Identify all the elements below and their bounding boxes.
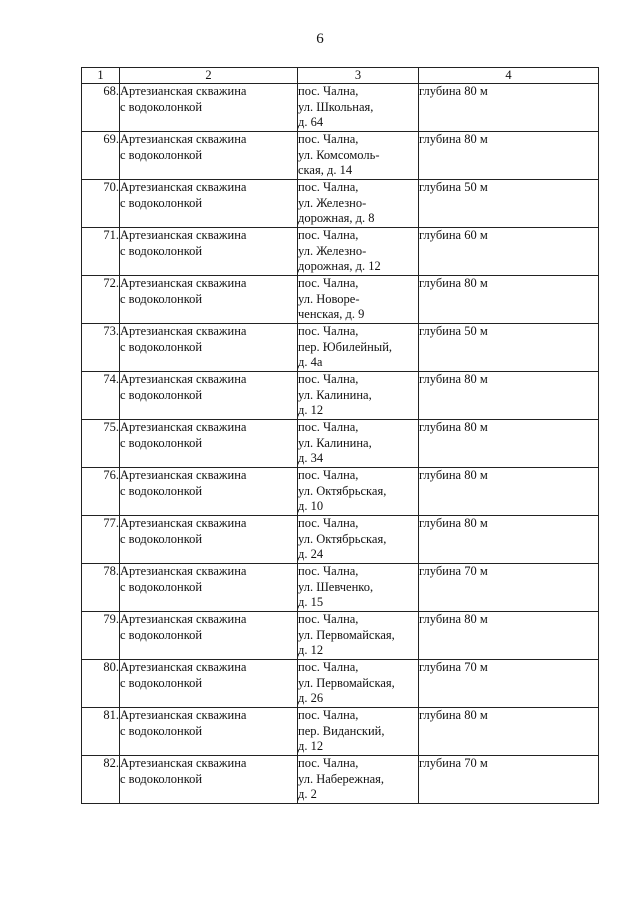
characteristic-cell: глубина 80 м xyxy=(419,372,599,420)
object-name-line: с водоколонкой xyxy=(120,483,203,498)
table-row xyxy=(82,756,599,804)
object-name-cell xyxy=(120,372,298,420)
object-name-cell xyxy=(120,756,298,804)
address-line: пос. Чална, xyxy=(298,660,359,674)
characteristic-cell: глубина 70 м xyxy=(419,564,599,612)
address-line: д. 2 xyxy=(298,787,317,801)
table-row xyxy=(82,420,599,468)
address-line: дорожная, д. 8 xyxy=(298,211,375,225)
object-name-cell xyxy=(120,516,298,564)
address-cell xyxy=(298,84,419,132)
object-name-line: Артезианская скважина xyxy=(120,708,247,722)
characteristic-cell: глубина 80 м xyxy=(419,132,599,180)
address-line: ская, д. 14 xyxy=(298,163,353,177)
row-number: 75. xyxy=(82,420,120,468)
object-name-line: Артезианская скважина xyxy=(120,84,247,98)
address-line: ул. Первомайская, xyxy=(298,627,395,642)
object-name-line: с водоколонкой xyxy=(120,195,203,210)
object-name-cell xyxy=(120,660,298,708)
table-row xyxy=(82,180,599,228)
object-name-line: с водоколонкой xyxy=(120,531,203,546)
table-row xyxy=(82,660,599,708)
address-cell xyxy=(298,660,419,708)
object-name-cell xyxy=(120,132,298,180)
characteristic-cell: глубина 50 м xyxy=(419,324,599,372)
table-row xyxy=(82,468,599,516)
address-line: пос. Чална, xyxy=(298,516,359,530)
object-name-cell xyxy=(120,468,298,516)
address-line: ул. Калинина, xyxy=(298,435,372,450)
address-line: д. 15 xyxy=(298,595,324,609)
object-name-cell xyxy=(120,180,298,228)
address-line: д. 64 xyxy=(298,115,324,129)
address-line: ул. Железно- xyxy=(298,243,367,258)
table-row xyxy=(82,324,599,372)
object-name-line: с водоколонкой xyxy=(120,675,203,690)
object-name-line: Артезианская скважина xyxy=(120,276,247,290)
address-line: пос. Чална, xyxy=(298,564,359,578)
row-number: 72. xyxy=(82,276,120,324)
address-cell xyxy=(298,468,419,516)
address-line: ул. Октябрьская, xyxy=(298,531,387,546)
table-row xyxy=(82,84,599,132)
object-name-line: Артезианская скважина xyxy=(120,324,247,338)
address-cell xyxy=(298,276,419,324)
object-name-line: с водоколонкой xyxy=(120,387,203,402)
address-line: ул. Новоре- xyxy=(298,291,360,306)
address-cell xyxy=(298,180,419,228)
table-row xyxy=(82,516,599,564)
column-header: 3 xyxy=(298,68,419,84)
address-line: пос. Чална, xyxy=(298,180,359,194)
object-name-line: с водоколонкой xyxy=(120,771,203,786)
characteristic-cell: глубина 80 м xyxy=(419,420,599,468)
column-header: 4 xyxy=(419,68,599,84)
table-row xyxy=(82,564,599,612)
address-line: пос. Чална, xyxy=(298,708,359,722)
object-name-cell xyxy=(120,324,298,372)
object-name-line: Артезианская скважина xyxy=(120,660,247,674)
address-line: д. 12 xyxy=(298,403,324,417)
table-row xyxy=(82,228,599,276)
object-name-cell xyxy=(120,84,298,132)
address-line: д. 10 xyxy=(298,499,324,513)
address-line: пос. Чална, xyxy=(298,84,359,98)
address-cell xyxy=(298,564,419,612)
characteristic-cell: глубина 80 м xyxy=(419,468,599,516)
object-name-cell xyxy=(120,228,298,276)
table-row xyxy=(82,612,599,660)
table-row xyxy=(82,372,599,420)
object-name-line: Артезианская скважина xyxy=(120,564,247,578)
address-line: д. 34 xyxy=(298,451,324,465)
address-cell xyxy=(298,612,419,660)
object-name-cell xyxy=(120,564,298,612)
object-name-line: с водоколонкой xyxy=(120,435,203,450)
address-line: ченская, д. 9 xyxy=(298,307,365,321)
object-name-line: Артезианская скважина xyxy=(120,228,247,242)
address-line: пос. Чална, xyxy=(298,756,359,770)
object-name-line: с водоколонкой xyxy=(120,99,203,114)
characteristic-cell: глубина 70 м xyxy=(419,660,599,708)
characteristic-cell: глубина 80 м xyxy=(419,708,599,756)
object-name-line: Артезианская скважина xyxy=(120,180,247,194)
address-cell xyxy=(298,516,419,564)
address-line: ул. Набережная, xyxy=(298,771,385,786)
column-header: 1 xyxy=(82,68,120,84)
object-name-cell xyxy=(120,612,298,660)
row-number: 73. xyxy=(82,324,120,372)
object-name-line: Артезианская скважина xyxy=(120,612,247,626)
row-number: 81. xyxy=(82,708,120,756)
address-line: ул. Калинина, xyxy=(298,387,372,402)
object-name-line: с водоколонкой xyxy=(120,723,203,738)
row-number: 79. xyxy=(82,612,120,660)
row-number: 77. xyxy=(82,516,120,564)
address-line: ул. Школьная, xyxy=(298,99,374,114)
characteristic-cell: глубина 80 м xyxy=(419,612,599,660)
address-line: пос. Чална, xyxy=(298,468,359,482)
page-number: 6 xyxy=(316,31,324,47)
address-line: д. 12 xyxy=(298,643,324,657)
address-cell xyxy=(298,372,419,420)
object-name-line: Артезианская скважина xyxy=(120,132,247,146)
address-cell xyxy=(298,420,419,468)
address-line: пос. Чална, xyxy=(298,372,359,386)
address-cell xyxy=(298,132,419,180)
table-header-row xyxy=(82,68,599,84)
row-number: 80. xyxy=(82,660,120,708)
object-name-cell xyxy=(120,420,298,468)
address-line: пос. Чална, xyxy=(298,612,359,626)
object-name-line: с водоколонкой xyxy=(120,627,203,642)
address-line: пос. Чална, xyxy=(298,276,359,290)
address-cell xyxy=(298,228,419,276)
characteristic-cell: глубина 80 м xyxy=(419,516,599,564)
address-line: пос. Чална, xyxy=(298,228,359,242)
object-name-line: с водоколонкой xyxy=(120,147,203,162)
address-line: пер. Юбилейный, xyxy=(298,339,393,354)
wells-table xyxy=(81,67,599,804)
characteristic-cell: глубина 70 м xyxy=(419,756,599,804)
row-number: 68. xyxy=(82,84,120,132)
row-number: 71. xyxy=(82,228,120,276)
address-cell xyxy=(298,708,419,756)
row-number: 82. xyxy=(82,756,120,804)
row-number: 69. xyxy=(82,132,120,180)
row-number: 70. xyxy=(82,180,120,228)
table-body xyxy=(82,84,599,804)
address-line: пос. Чална, xyxy=(298,132,359,146)
table-row xyxy=(82,276,599,324)
row-number: 78. xyxy=(82,564,120,612)
object-name-line: Артезианская скважина xyxy=(120,468,247,482)
characteristic-cell: глубина 60 м xyxy=(419,228,599,276)
address-line: пос. Чална, xyxy=(298,324,359,338)
characteristic-cell: глубина 80 м xyxy=(419,84,599,132)
address-line: ул. Железно- xyxy=(298,195,367,210)
address-line: д. 24 xyxy=(298,547,324,561)
object-name-line: с водоколонкой xyxy=(120,339,203,354)
object-name-line: с водоколонкой xyxy=(120,579,203,594)
table-row xyxy=(82,132,599,180)
address-line: д. 12 xyxy=(298,739,324,753)
table-row xyxy=(82,708,599,756)
object-name-line: с водоколонкой xyxy=(120,243,203,258)
address-line: ул. Шевченко, xyxy=(298,579,374,594)
characteristic-cell: глубина 50 м xyxy=(419,180,599,228)
address-line: ул. Первомайская, xyxy=(298,675,395,690)
object-name-line: Артезианская скважина xyxy=(120,516,247,530)
row-number: 76. xyxy=(82,468,120,516)
row-number: 74. xyxy=(82,372,120,420)
address-line: пос. Чална, xyxy=(298,420,359,434)
address-line: ул. Октябрьская, xyxy=(298,483,387,498)
characteristic-cell: глубина 80 м xyxy=(419,276,599,324)
address-line: д. 4а xyxy=(298,355,323,369)
address-cell xyxy=(298,756,419,804)
address-line: пер. Виданский, xyxy=(298,723,385,738)
object-name-line: Артезианская скважина xyxy=(120,756,247,770)
address-line: д. 26 xyxy=(298,691,324,705)
object-name-line: Артезианская скважина xyxy=(120,372,247,386)
object-name-cell xyxy=(120,708,298,756)
object-name-cell xyxy=(120,276,298,324)
object-name-line: Артезианская скважина xyxy=(120,420,247,434)
address-cell xyxy=(298,324,419,372)
object-name-line: с водоколонкой xyxy=(120,291,203,306)
column-header: 2 xyxy=(120,68,298,84)
address-line: ул. Комсомоль- xyxy=(298,147,380,162)
address-line: дорожная, д. 12 xyxy=(298,259,381,273)
